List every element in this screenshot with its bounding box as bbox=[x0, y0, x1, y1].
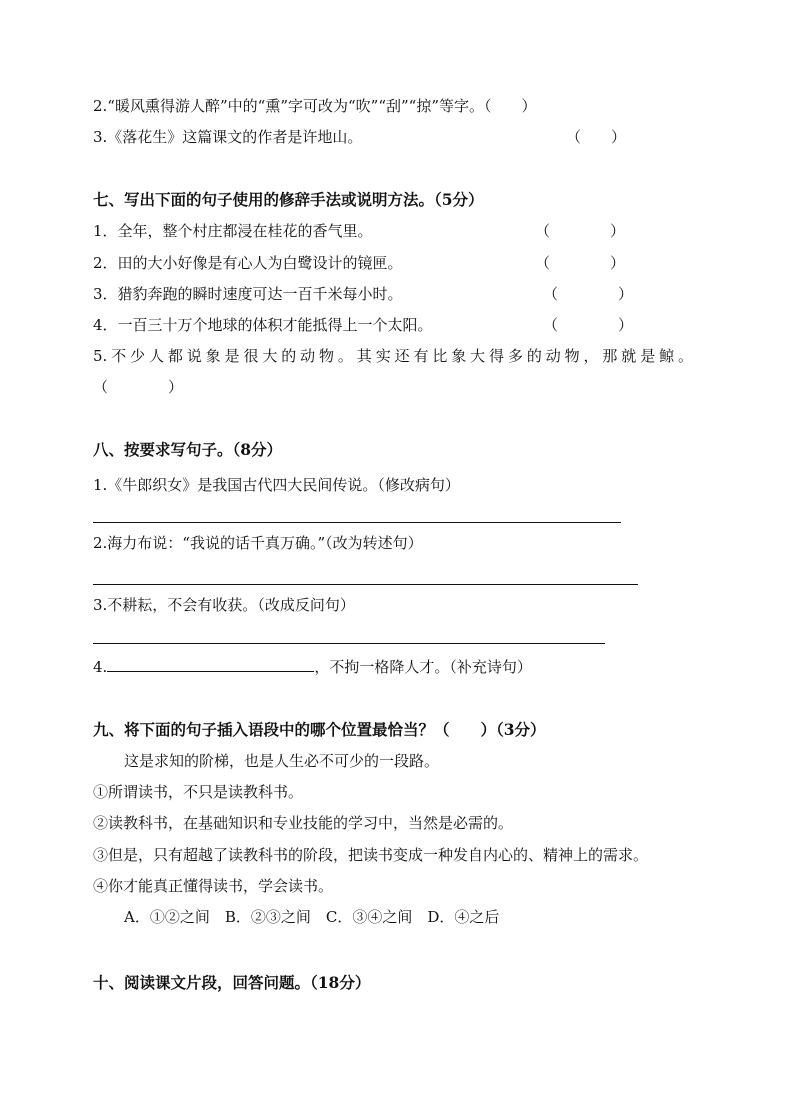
section-heading: 八、按要求写句子。（8分） bbox=[93, 440, 283, 459]
question-text: 2.海力布说：“我说的话千真万确。”（改为转述句） bbox=[93, 534, 423, 552]
passage-line: ③但是，只有超越了读教科书的阶段，把读书变成一种发自内心的、精神上的需求。 bbox=[93, 846, 649, 864]
answer-parentheses: （ ） bbox=[93, 378, 184, 396]
passage-line: ②读教科书，在基础知识和专业技能的学习中，当然是必需的。 bbox=[93, 814, 514, 832]
question-text: 1．全年，整个村庄都浸在桂花的香气里。 bbox=[93, 222, 373, 240]
question-number: 4. bbox=[93, 658, 108, 676]
question-text: 1.《牛郎织女》是我国古代四大民间传说。（修改病句） bbox=[93, 476, 460, 494]
answer-parentheses: （ ） bbox=[535, 254, 626, 272]
question-text: 3.《落花生》这篇课文的作者是许地山。 bbox=[93, 128, 363, 146]
passage-line: ①所谓读书，不只是读教科书。 bbox=[93, 783, 304, 801]
answer-parentheses: （ ） bbox=[543, 316, 634, 334]
answer-options: A．①②之间 B．②③之间 C．③④之间 D．④之后 bbox=[124, 908, 500, 926]
section-heading: 七、写出下面的句子使用的修辞手法或说明方法。（5分） bbox=[93, 190, 484, 209]
insert-sentence: 这是求知的阶梯，也是人生必不可少的一段路。 bbox=[124, 752, 440, 770]
passage-line: ④你才能真正懂得读书，学会读书。 bbox=[93, 877, 334, 895]
question-text: 3．猎豹奔跑的瞬时速度可达一百千米每小时。 bbox=[93, 285, 403, 303]
answer-parentheses: （ ） bbox=[543, 285, 634, 303]
section-heading: 九、将下面的句子插入语段中的哪个位置最恰当？（ ）（3分） bbox=[93, 720, 546, 739]
question-text bbox=[93, 657, 532, 677]
section-heading: 十、阅读课文片段，回答问题。（18分） bbox=[93, 973, 371, 992]
question-text: 3.不耕耘，不会有收获。（改成反问句） bbox=[93, 596, 355, 614]
answer-line[interactable] bbox=[93, 522, 621, 523]
question-text: 2．田的大小好像是有心人为白鹭设计的镜匣。 bbox=[93, 254, 403, 272]
question-text: 5.不少人都说象是很大的动物。其实还有比象大得多的动物，那就是鲸。 bbox=[93, 347, 693, 365]
fill-in-blank[interactable] bbox=[107, 657, 314, 672]
question-text: 2.“暖风熏得游人醉”中的“熏”字可改为“吹”“刮”“掠”等字。（ ） bbox=[93, 97, 537, 115]
answer-parentheses: （ ） bbox=[566, 128, 627, 146]
question-text: 4．一百三十万个地球的体积才能抵得上一个太阳。 bbox=[93, 316, 433, 334]
question-suffix: ，不拘一格降人才。（补充诗句） bbox=[314, 658, 532, 676]
answer-line[interactable] bbox=[93, 643, 605, 644]
answer-parentheses: （ ） bbox=[535, 222, 626, 240]
answer-line[interactable] bbox=[93, 584, 638, 585]
